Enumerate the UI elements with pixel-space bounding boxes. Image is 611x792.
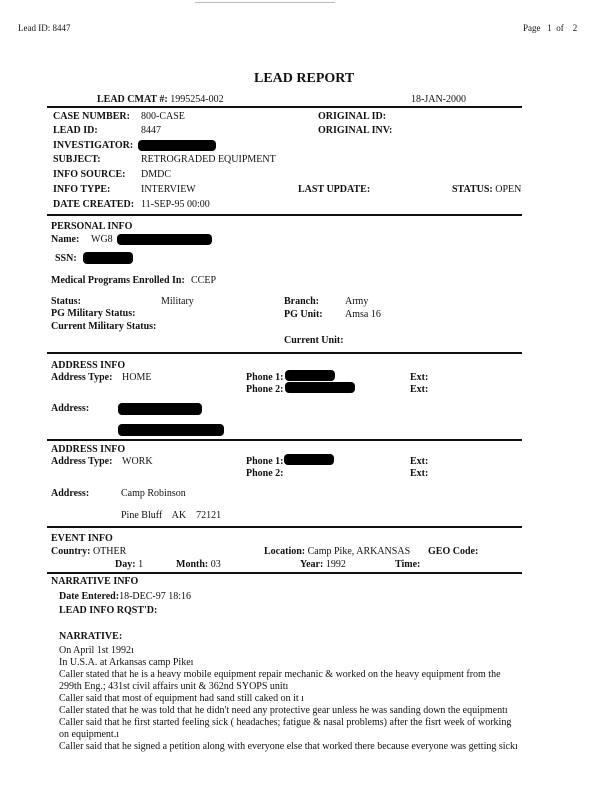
address-label-home: Address: [51,403,90,414]
info-source-label: INFO SOURCE: [53,169,126,180]
lead-id-header: Lead ID: 8447 [18,23,71,33]
ssn-label: SSN: [55,253,77,264]
year-value: 1992 [325,559,346,570]
date-entered-value: 18-DEC-97 18:16 [119,591,192,602]
address-info-heading-work: ADDRESS INFO [51,444,126,455]
month-value: 03 [210,559,221,570]
phone1-label-home: Phone 1: [246,372,284,383]
date-entered-label: Date Entered: [59,591,120,602]
page-word: Page [523,23,541,33]
lead-id-label: LEAD ID: [53,125,98,136]
original-id-label: ORIGINAL ID: [318,111,387,122]
report-date: 18-JAN-2000 [411,94,466,105]
narrative-line: Caller stated that he was told that he didn't need any protective gear unless he was sanding down the equipmentı [59,705,508,716]
status-label: STATUS: [452,184,493,195]
original-inv-label: ORIGINAL INV: [318,125,393,136]
investigator-redaction [138,140,216,151]
lead-info-rqst-label: LEAD INFO RQST'D: [59,605,158,616]
info-type-label: INFO TYPE: [53,184,111,195]
narrative-line: Caller said that he first started feeling sick ( headaches; fatigue & nasal problems) after the fisrt week of working [59,717,512,728]
subject-value: RETROGRADED EQUIPMENT [141,154,276,165]
ssn-redaction [83,252,133,264]
military-status-value: Military [161,296,194,307]
narrative-line: Caller said that he signed a petition along with everyone else that worked there because everyone was getting sickı [59,741,518,752]
case-number-label: CASE NUMBER: [53,111,130,122]
divider-cmat [47,106,522,108]
month-label: Month: [176,559,209,570]
page-total: 2 [572,23,578,33]
medical-label: Medical Programs Enrolled In: [51,275,185,286]
info-source-value: DMDC [141,169,172,180]
divider-address-home [47,439,522,441]
divider-address-work [47,526,522,528]
event-info-heading: EVENT INFO [51,533,113,544]
current-military-status-label: Current Military Status: [51,321,157,332]
location-label: Location: [264,546,306,557]
ext2-label-home: Ext: [410,384,429,395]
country-value: OTHER [92,546,127,557]
phone1-label-work: Phone 1: [246,456,284,467]
time-label: Time: [395,559,421,570]
location-line [264,546,410,557]
pg-military-status-label: PG Military Status: [51,308,136,319]
country-label: Country: [51,546,91,557]
name-redaction [117,234,212,245]
branch-value: Army [345,296,369,307]
day-line [115,559,143,570]
address-type-value-home: HOME [122,372,152,383]
page-number: 1 [547,23,552,33]
cmat-label: LEAD CMAT #: [97,94,168,105]
name-value: WG8 [91,234,113,245]
address-type-value-work: WORK [122,456,153,467]
page-title: LEAD REPORT [254,71,355,86]
address-city-work: Pine Bluff [121,510,163,521]
narrative-info-heading: NARRATIVE INFO [51,576,139,587]
divider-case [47,214,522,216]
divider-event [47,572,522,574]
address-info-heading-home: ADDRESS INFO [51,360,126,371]
day-label: Day: [115,559,136,570]
pg-unit-value: Amsa 16 [345,309,381,320]
address-line1-work: Camp Robinson [121,488,186,499]
address-type-label-home: Address Type: [51,372,113,383]
address-label-work: Address: [51,488,90,499]
address-line1-redaction-home [118,403,202,415]
date-entered-line [59,591,191,602]
address-city-line-work [121,510,221,521]
name-label: Name: [51,234,80,245]
phone2-redaction-home [285,382,355,393]
narrative-line: Caller stated that he is a heavy mobile equipment repair mechanic & worked on the heavy equipment from the [59,669,501,680]
address-state-work: AK [171,510,187,521]
phone2-label-work: Phone 2: [246,468,284,479]
pg-unit-label: PG Unit: [284,309,323,320]
investigator-label: INVESTIGATOR: [53,140,134,151]
narrative-line: on equipment.ı [59,729,119,740]
personal-info-heading: PERSONAL INFO [51,221,133,232]
year-label: Year: [300,559,324,570]
country-line [51,546,126,557]
date-created-value: 11-SEP-95 00:00 [141,199,210,210]
location-value: Camp Pike, ARKANSAS [307,546,411,557]
day-value: 1 [138,559,144,570]
current-unit-label: Current Unit: [284,335,344,346]
case-number-value: 800-CASE [141,111,185,122]
ext1-label-work: Ext: [410,456,429,467]
info-type-value: INTERVIEW [141,184,196,195]
address-zip-work: 72121 [196,510,222,521]
phone1-redaction-home [285,370,335,381]
status-value: OPEN [495,184,522,195]
address-type-label-work: Address Type: [51,456,113,467]
geo-code-label: GEO Code: [428,546,479,557]
phone2-label-home: Phone 2: [246,384,284,395]
of-word: of [556,23,564,33]
subject-label: SUBJECT: [53,154,101,165]
year-line [300,559,346,570]
narrative-line: On April 1st 1992ı [59,645,134,656]
narrative-label: NARRATIVE: [59,631,123,642]
lead-id-value: 8447 [141,125,161,136]
phone1-redaction-work [284,454,334,465]
narrative-line: 299th Eng.; 431st civil affairs unit & 362nd SYOPS unitı [59,681,289,692]
medical-value: CCEP [191,275,217,286]
divider-personal [47,352,522,354]
narrative-line: Caller said that most of equipment had sand still caked on it ı [59,693,304,704]
ext1-label-home: Ext: [410,372,429,383]
narrative-line: In U.S.A. at Arkansas camp Pikeı [59,657,194,668]
top-decoration-line [195,2,335,3]
ext2-label-work: Ext: [410,468,429,479]
cmat-line [97,94,224,105]
last-update-label: LAST UPDATE: [298,184,371,195]
month-line [176,559,221,570]
status-line [452,184,521,195]
military-status-label: Status: [51,296,82,307]
address-line2-redaction-home [118,424,224,436]
branch-label: Branch: [284,296,319,307]
cmat-value: 1995254-002 [170,94,224,105]
page-indicator [523,23,577,33]
date-created-label: DATE CREATED: [53,199,135,210]
